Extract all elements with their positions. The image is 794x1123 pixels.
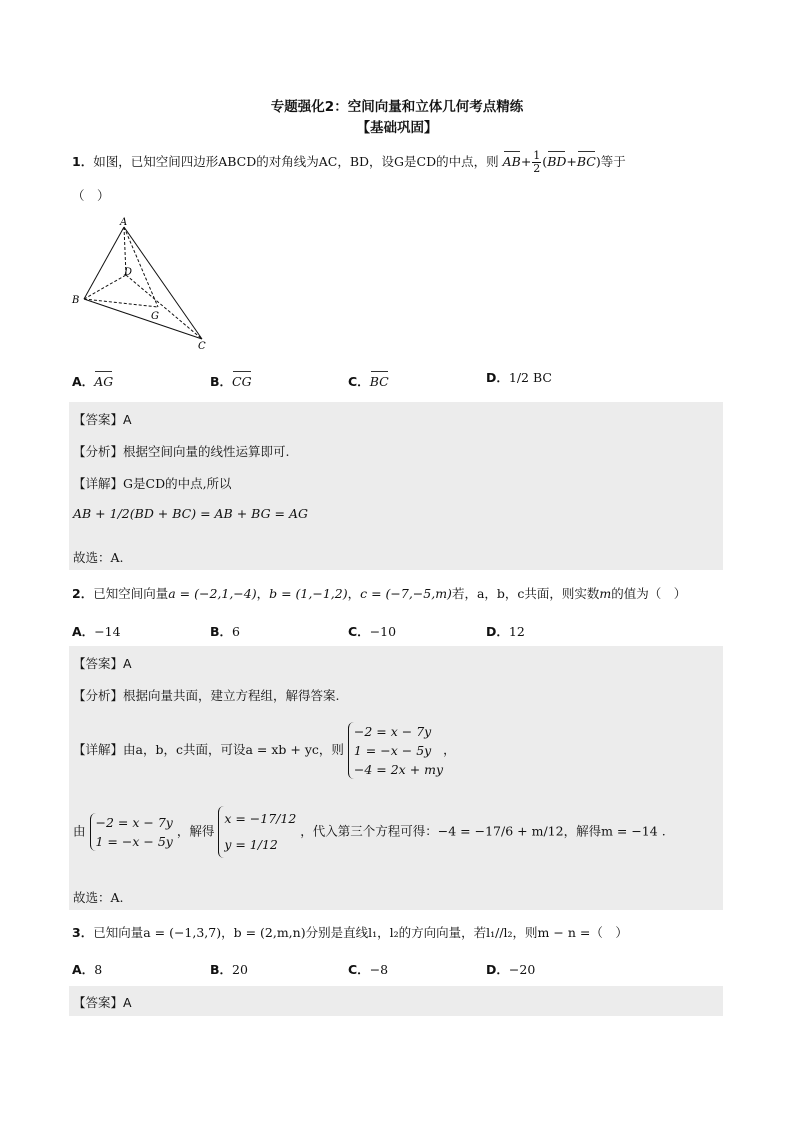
vector-b: b = (1,−1,2) xyxy=(269,586,348,601)
detail-expression: AB + 1/2(BD + BC) = AB + BG = AG xyxy=(73,506,309,521)
choice-line: 故选：A. xyxy=(73,550,124,565)
page-title: 专题强化2：空间向量和立体几何考点精练 xyxy=(270,99,524,115)
option-b[interactable]: B．6 xyxy=(210,624,240,639)
solution-block-2 xyxy=(69,646,723,910)
option-a[interactable]: A．8 xyxy=(72,962,103,977)
answer-line: 【答案】A xyxy=(73,656,132,671)
vector-a: a = (−2,1,−4) xyxy=(168,586,257,601)
vertex-label-c: C xyxy=(198,341,206,352)
answer-line: 【答案】A xyxy=(73,995,132,1010)
option-c[interactable]: C．BC xyxy=(348,374,389,389)
point-label-g: G xyxy=(151,311,159,322)
question-number: 2． xyxy=(72,586,94,601)
choice-line: 故选：A. xyxy=(73,890,124,905)
option-a[interactable]: A．−14 xyxy=(72,624,121,639)
vertex-label-b: B xyxy=(72,295,80,306)
equation-system-2: −2 = x − 7y 1 = −x − 5y xyxy=(90,813,173,851)
question-3 xyxy=(72,923,628,941)
question-text: 如图，已知空间四边形ABCD的对角线为AC，BD，设G是CD的中点，则 xyxy=(93,154,499,169)
option-d[interactable]: D．1/2 BC xyxy=(486,370,552,385)
question-text: 已知向量a = (−1,3,7)，b = (2,m,n)分别是直线l₁，l₂的方向向量，若l₁//l₂，则m − n =（ ） xyxy=(93,925,628,940)
analysis-line: 【分析】根据向量共面，建立方程组，解得答案. xyxy=(73,688,340,703)
question-2: 2．已知空间向量a = (−2,1,−4)，b = (1,−1,2)，c = (−7,−5,m)若，a，b，c共面，则实数m的值为（ ） xyxy=(72,586,687,601)
question-number: 1． xyxy=(72,154,94,169)
answer-paren: （ ） xyxy=(72,188,110,203)
option-d[interactable]: D．−20 xyxy=(486,962,536,977)
option-b[interactable]: B．20 xyxy=(210,962,248,977)
option-b[interactable]: B．CG xyxy=(210,374,252,389)
question-suffix: 等于 xyxy=(600,154,626,169)
option-d[interactable]: D．12 xyxy=(486,624,525,639)
detail-line: 【详解】G是CD的中点,所以 xyxy=(73,476,232,491)
solution-block-1 xyxy=(69,402,723,570)
analysis-line: 【分析】根据空间向量的线性运算即可. xyxy=(73,444,290,459)
option-a[interactable]: A．AG xyxy=(72,374,114,389)
vertex-label-a: A xyxy=(120,217,128,228)
vector-c: c = (−7,−5,m) xyxy=(360,586,452,601)
question-number: 3． xyxy=(72,925,94,940)
tetrahedron-figure xyxy=(68,215,218,355)
section-subtitle: 【基础巩固】 xyxy=(356,120,438,136)
solution-system: x = −17/12 y = 1/12 xyxy=(218,806,296,858)
solution-block-3 xyxy=(69,986,723,1016)
detail-line: 【详解】由a，b，c共面，可设a = xb + yc，则 −2 = x − 7y 1 = −x − 5y −4 = 2x + my ， xyxy=(73,724,456,777)
option-c[interactable]: C．−10 xyxy=(348,624,397,639)
answer-line: 【答案】A xyxy=(73,412,132,427)
vertex-label-d: D xyxy=(124,267,133,278)
vector-expression: AB+ $\frac{1}{2}$ (BD+BC) xyxy=(502,149,601,175)
equation-system: −2 = x − 7y 1 = −x − 5y −4 = 2x + my xyxy=(348,722,443,779)
solve-line: 由 −2 = x − 7y 1 = −x − 5y ，解得 x = −17/12 y = 1/12 ，代入第三个方程可得：−4 = −17/6 + m/12，解得m = −14 . xyxy=(73,806,666,858)
question-1 xyxy=(72,150,626,175)
option-c[interactable]: C．−8 xyxy=(348,962,389,977)
